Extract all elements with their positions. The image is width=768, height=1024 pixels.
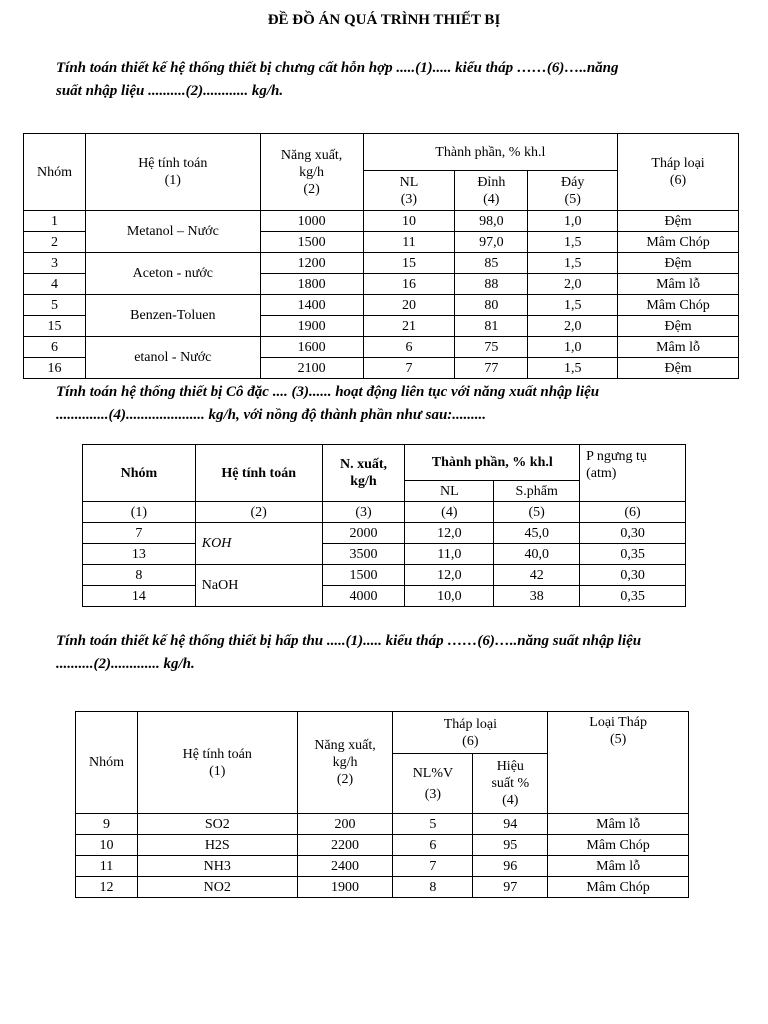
table-row xyxy=(76,877,689,898)
thap-cell: Mâm Chóp xyxy=(618,295,739,316)
header-nhom: Nhóm xyxy=(24,134,86,211)
table-row xyxy=(76,835,689,856)
dinh-cell: 80 xyxy=(455,295,528,316)
section1-line2: suất nhập liệu ..........(2)............ kg/h. xyxy=(56,83,284,99)
table-row xyxy=(24,295,739,316)
t3-header-nhom: Nhóm xyxy=(76,712,138,814)
nhom-cell: 6 xyxy=(24,337,86,358)
day-cell: 1,0 xyxy=(528,211,618,232)
dinh-cell: 97,0 xyxy=(455,232,528,253)
section2-line2: ..............(4)..................... kg/h, với nồng độ thành phần như sau:......... xyxy=(56,407,487,423)
t2-num-1: (1) xyxy=(83,502,196,523)
nang-xuat-cell: 4000 xyxy=(322,586,405,607)
table-row xyxy=(76,856,689,877)
t2-num-4: (4) xyxy=(405,502,494,523)
day-cell: 1,5 xyxy=(528,253,618,274)
nl-cell: 6 xyxy=(363,337,455,358)
nhom-cell: 16 xyxy=(24,358,86,379)
thap-cell: Đệm xyxy=(618,316,739,337)
table-row xyxy=(83,565,686,586)
table-row xyxy=(76,814,689,835)
dinh-cell: 81 xyxy=(455,316,528,337)
hieu-suat-cell: 95 xyxy=(473,835,548,856)
nang-xuat-cell: 1500 xyxy=(322,565,405,586)
nang-xuat-cell: 2400 xyxy=(297,856,393,877)
nl-cell: 20 xyxy=(363,295,455,316)
dinh-cell: 85 xyxy=(455,253,528,274)
header-thanh-phan: Thành phần, % kh.l xyxy=(363,134,618,171)
table-row xyxy=(83,523,686,544)
section3-intro xyxy=(56,630,738,676)
thap-cell: Mâm lỗ xyxy=(618,337,739,358)
nhom-cell: 2 xyxy=(24,232,86,253)
nang-xuat-cell: 2100 xyxy=(260,358,363,379)
day-cell: 1,5 xyxy=(528,358,618,379)
p-ngung-tu-cell: 0,35 xyxy=(580,586,686,607)
san-pham-cell: 40,0 xyxy=(494,544,580,565)
nlv-cell: 5 xyxy=(393,814,473,835)
day-cell: 2,0 xyxy=(528,316,618,337)
nhom-cell: 9 xyxy=(76,814,138,835)
t2-header-nl: NL xyxy=(405,481,494,502)
section2-line1: Tính toán hệ thống thiết bị Cô đặc .... (3)...... hoạt động liên tục với năng xuất nhập liệu xyxy=(56,384,600,400)
nang-xuat-cell: 1500 xyxy=(260,232,363,253)
nang-xuat-cell: 2000 xyxy=(322,523,405,544)
t2-header-sp: S.phẩm xyxy=(494,481,580,502)
evaporation-table xyxy=(82,444,686,607)
san-pham-cell: 45,0 xyxy=(494,523,580,544)
p-ngung-tu-cell: 0,35 xyxy=(580,544,686,565)
nang-xuat-cell: 1900 xyxy=(297,877,393,898)
san-pham-cell: 38 xyxy=(494,586,580,607)
hieu-suat-cell: 94 xyxy=(473,814,548,835)
header-thap-loai: Tháp loại (6) xyxy=(618,134,739,211)
nang-xuat-cell: 1800 xyxy=(260,274,363,295)
t2-header-nx: N. xuất, kg/h xyxy=(322,445,405,502)
nhom-cell: 13 xyxy=(83,544,196,565)
t2-num-6: (6) xyxy=(580,502,686,523)
section3-line1: Tính toán thiết kế hệ thống thiết bị hấp thu .....(1)..... kiểu tháp ……(6)…..năng suất nhập liệu xyxy=(56,633,642,649)
table-row xyxy=(24,337,739,358)
t3-header-hieu-suat: Hiệu suất % (4) xyxy=(473,754,548,814)
page-title: ĐỀ ĐỒ ÁN QUÁ TRÌNH THIẾT BỊ xyxy=(267,12,501,28)
nhom-cell: 5 xyxy=(24,295,86,316)
system-cell: Metanol – Nước xyxy=(85,211,260,253)
thap-cell: Mâm lỗ xyxy=(618,274,739,295)
nhom-cell: 4 xyxy=(24,274,86,295)
nhom-cell: 10 xyxy=(76,835,138,856)
t2-num-3: (3) xyxy=(322,502,405,523)
dinh-cell: 98,0 xyxy=(455,211,528,232)
nhom-cell: 8 xyxy=(83,565,196,586)
day-cell: 2,0 xyxy=(528,274,618,295)
nang-xuat-cell: 1600 xyxy=(260,337,363,358)
t2-header-nhom: Nhóm xyxy=(83,445,196,502)
dinh-cell: 88 xyxy=(455,274,528,295)
nlv-cell: 8 xyxy=(393,877,473,898)
table-row xyxy=(83,544,686,565)
t2-header-thanh-phan: Thành phần, % kh.l xyxy=(405,445,580,481)
nang-xuat-cell: 200 xyxy=(297,814,393,835)
t3-header-thap-loai: Tháp loại (6) xyxy=(393,712,548,754)
hieu-suat-cell: 96 xyxy=(473,856,548,877)
nang-xuat-cell: 3500 xyxy=(322,544,405,565)
nhom-cell: 7 xyxy=(83,523,196,544)
t2-num-2: (2) xyxy=(195,502,322,523)
system-cell: SO2 xyxy=(137,814,297,835)
nang-xuat-cell: 2200 xyxy=(297,835,393,856)
nl-cell: 7 xyxy=(363,358,455,379)
header-day: Đáy (5) xyxy=(528,171,618,211)
nl-cell: 10,0 xyxy=(405,586,494,607)
nl-cell: 11 xyxy=(363,232,455,253)
header-dinh: Đỉnh (4) xyxy=(455,171,528,211)
nl-cell: 12,0 xyxy=(405,523,494,544)
nhom-cell: 14 xyxy=(83,586,196,607)
nhom-cell: 15 xyxy=(24,316,86,337)
loai-thap-cell: Mâm lỗ xyxy=(548,814,689,835)
nang-xuat-cell: 1200 xyxy=(260,253,363,274)
dinh-cell: 75 xyxy=(455,337,528,358)
loai-thap-cell: Mâm Chóp xyxy=(548,835,689,856)
system-cell: KOH xyxy=(195,523,322,565)
p-ngung-tu-cell: 0,30 xyxy=(580,523,686,544)
section1-line1: Tính toán thiết kế hệ thống thiết bị chưng cất hỗn hợp .....(1)..... kiểu tháp ……(6)…..năng xyxy=(56,60,619,76)
p-ngung-tu-cell: 0,30 xyxy=(580,565,686,586)
section1-intro xyxy=(56,57,738,103)
system-cell: Aceton - nước xyxy=(85,253,260,295)
nhom-cell: 3 xyxy=(24,253,86,274)
system-cell: H2S xyxy=(137,835,297,856)
thap-cell: Đệm xyxy=(618,358,739,379)
system-cell: NH3 xyxy=(137,856,297,877)
thap-cell: Đệm xyxy=(618,211,739,232)
nang-xuat-cell: 1900 xyxy=(260,316,363,337)
t3-header-nlv: NL%V (3) xyxy=(393,754,473,814)
t3-header-nx: Năng xuất, kg/h (2) xyxy=(297,712,393,814)
distillation-table xyxy=(23,133,739,379)
nang-xuat-cell: 1400 xyxy=(260,295,363,316)
loai-thap-cell: Mâm Chóp xyxy=(548,877,689,898)
day-cell: 1,5 xyxy=(528,232,618,253)
system-cell: etanol - Nước xyxy=(85,337,260,379)
header-he-tinh-toan: Hệ tính toán (1) xyxy=(85,134,260,211)
t2-header-he-tinh-toan: Hệ tính toán xyxy=(195,445,322,502)
t3-header-loai-thap: Loại Tháp (5) xyxy=(548,712,689,814)
loai-thap-cell: Mâm lỗ xyxy=(548,856,689,877)
header-nl: NL (3) xyxy=(363,171,455,211)
nl-cell: 16 xyxy=(363,274,455,295)
hieu-suat-cell: 97 xyxy=(473,877,548,898)
nl-cell: 15 xyxy=(363,253,455,274)
table-row xyxy=(24,253,739,274)
day-cell: 1,5 xyxy=(528,295,618,316)
thap-cell: Mâm Chóp xyxy=(618,232,739,253)
nl-cell: 10 xyxy=(363,211,455,232)
t3-header-he: Hệ tính toán (1) xyxy=(137,712,297,814)
t2-num-5: (5) xyxy=(494,502,580,523)
system-cell: Benzen-Toluen xyxy=(85,295,260,337)
nlv-cell: 7 xyxy=(393,856,473,877)
nhom-cell: 11 xyxy=(76,856,138,877)
absorption-table xyxy=(75,711,689,898)
section2-intro xyxy=(56,381,738,427)
nl-cell: 11,0 xyxy=(405,544,494,565)
day-cell: 1,0 xyxy=(528,337,618,358)
nl-cell: 21 xyxy=(363,316,455,337)
system-cell: NO2 xyxy=(137,877,297,898)
nlv-cell: 6 xyxy=(393,835,473,856)
nl-cell: 12,0 xyxy=(405,565,494,586)
nang-xuat-cell: 1000 xyxy=(260,211,363,232)
system-cell: NaOH xyxy=(195,565,322,607)
san-pham-cell: 42 xyxy=(494,565,580,586)
header-nang-xuat: Năng xuất, kg/h (2) xyxy=(260,134,363,211)
table-row xyxy=(24,211,739,232)
nhom-cell: 12 xyxy=(76,877,138,898)
section3-line2: ..........(2)............. kg/h. xyxy=(56,656,195,672)
thap-cell: Đệm xyxy=(618,253,739,274)
table-row xyxy=(83,586,686,607)
dinh-cell: 77 xyxy=(455,358,528,379)
t2-header-p: P ngưng tụ (atm) xyxy=(580,445,686,502)
nhom-cell: 1 xyxy=(24,211,86,232)
